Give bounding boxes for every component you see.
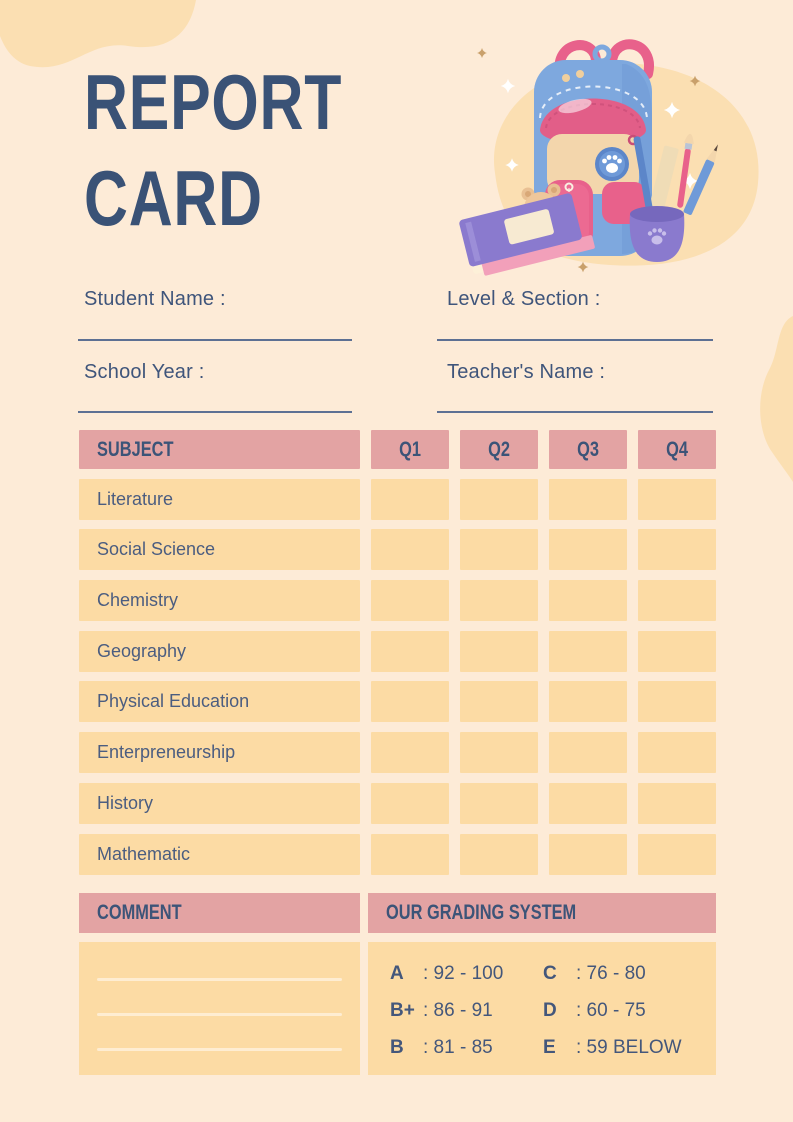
q3-label: Q3 xyxy=(577,437,599,461)
level-section-input-line[interactable] xyxy=(437,339,713,341)
grade-cell[interactable] xyxy=(549,631,627,672)
grade-cell[interactable] xyxy=(549,479,627,520)
grade-cell[interactable] xyxy=(549,681,627,722)
subject-label: Chemistry xyxy=(97,590,179,611)
grade-range: : 59 BELOW xyxy=(576,1037,682,1058)
grading-column-right xyxy=(543,963,716,1075)
grading-entry-d xyxy=(543,1000,716,1022)
grade-cell[interactable] xyxy=(549,783,627,824)
page-title xyxy=(84,54,415,246)
q2-label: Q2 xyxy=(488,437,510,461)
grade-cell[interactable] xyxy=(460,529,538,570)
level-section-label: Level & Section : xyxy=(447,288,601,310)
subject-cell-chemistry xyxy=(79,580,360,621)
grade-range: : 86 - 91 xyxy=(423,1000,493,1021)
grade-cell[interactable] xyxy=(460,681,538,722)
grade-cell[interactable] xyxy=(371,580,449,621)
grade-cell[interactable] xyxy=(371,783,449,824)
grade-letter: B+ xyxy=(390,1000,415,1021)
title-line-2: CARD xyxy=(84,154,263,242)
teacher-name-label: Teacher's Name : xyxy=(447,361,606,383)
grade-range: : 76 - 80 xyxy=(576,963,646,984)
grade-cell[interactable] xyxy=(549,732,627,773)
title-line-1: REPORT xyxy=(84,58,343,146)
comment-box[interactable] xyxy=(79,942,360,1075)
grade-cell[interactable] xyxy=(638,681,716,722)
grading-entry-b-plus xyxy=(390,1000,543,1022)
decor-blob-right-icon xyxy=(748,310,793,495)
comment-writing-line[interactable] xyxy=(97,978,342,981)
grade-cell[interactable] xyxy=(460,834,538,875)
q4-label: Q4 xyxy=(666,437,688,461)
grade-cell[interactable] xyxy=(638,479,716,520)
grade-cell[interactable] xyxy=(638,783,716,824)
grading-entry-e xyxy=(543,1037,716,1059)
grade-cell[interactable] xyxy=(371,479,449,520)
paw-badge-icon xyxy=(595,147,629,181)
grading-header-label: OUR GRADING SYSTEM xyxy=(386,901,577,924)
grade-cell[interactable] xyxy=(371,681,449,722)
grade-cell[interactable] xyxy=(549,834,627,875)
subject-cell-mathematic xyxy=(79,834,360,875)
grade-cell[interactable] xyxy=(371,631,449,672)
grade-letter: C xyxy=(543,963,557,984)
q1-label: Q1 xyxy=(399,437,421,461)
comment-header-label: COMMENT xyxy=(97,901,182,924)
comment-writing-line[interactable] xyxy=(97,1048,342,1051)
comment-header xyxy=(79,893,360,933)
subject-label: Literature xyxy=(97,488,174,509)
subject-label: History xyxy=(97,792,154,813)
subject-cell-literature xyxy=(79,479,360,520)
grades-table xyxy=(79,430,716,875)
subject-cell-physical-education xyxy=(79,681,360,722)
subject-cell-enterpreneurship xyxy=(79,732,360,773)
grading-column-left xyxy=(390,963,543,1075)
grading-system-header xyxy=(368,893,716,933)
backpack-illustration xyxy=(450,18,790,283)
student-name-input-line[interactable] xyxy=(78,339,352,341)
subject-label: Geography xyxy=(97,640,187,661)
grade-range: : 60 - 75 xyxy=(576,1000,646,1021)
grade-cell[interactable] xyxy=(638,580,716,621)
grade-cell[interactable] xyxy=(549,529,627,570)
grade-cell[interactable] xyxy=(460,783,538,824)
quarter-header-q4 xyxy=(638,430,716,469)
grading-system-box xyxy=(368,942,716,1075)
subject-cell-geography xyxy=(79,631,360,672)
subject-cell-social-science xyxy=(79,529,360,570)
grade-cell[interactable] xyxy=(371,834,449,875)
grade-letter: A xyxy=(390,963,404,984)
grade-cell[interactable] xyxy=(638,631,716,672)
grading-entry-a xyxy=(390,963,543,985)
school-year-label: School Year : xyxy=(84,361,205,383)
subject-label: Social Science xyxy=(97,539,216,560)
subject-label: Physical Education xyxy=(97,691,250,712)
grade-letter: D xyxy=(543,1000,557,1021)
teacher-name-input-line[interactable] xyxy=(437,411,713,413)
grade-letter: E xyxy=(543,1037,556,1058)
grade-range: : 81 - 85 xyxy=(423,1037,493,1058)
grade-cell[interactable] xyxy=(460,479,538,520)
quarter-header-q2 xyxy=(460,430,538,469)
grade-letter: B xyxy=(390,1037,404,1058)
grade-cell[interactable] xyxy=(371,732,449,773)
grade-cell[interactable] xyxy=(549,580,627,621)
grade-cell[interactable] xyxy=(371,529,449,570)
student-name-label: Student Name : xyxy=(84,288,226,310)
grade-cell[interactable] xyxy=(638,529,716,570)
grade-cell[interactable] xyxy=(460,580,538,621)
subject-cell-history xyxy=(79,783,360,824)
school-year-input-line[interactable] xyxy=(78,411,352,413)
grade-range: : 92 - 100 xyxy=(423,963,504,984)
subject-label: Mathematic xyxy=(97,843,191,864)
grade-cell[interactable] xyxy=(638,834,716,875)
grade-cell[interactable] xyxy=(460,631,538,672)
quarter-header-q1 xyxy=(371,430,449,469)
subject-column-header xyxy=(79,430,360,469)
comment-writing-line[interactable] xyxy=(97,1013,342,1016)
quarter-header-q3 xyxy=(549,430,627,469)
grade-cell[interactable] xyxy=(638,732,716,773)
grading-entry-c xyxy=(543,963,716,985)
grade-cell[interactable] xyxy=(460,732,538,773)
subject-header-label: SUBJECT xyxy=(97,437,174,461)
grading-entry-b xyxy=(390,1037,543,1059)
subject-label: Enterpreneurship xyxy=(97,742,236,763)
